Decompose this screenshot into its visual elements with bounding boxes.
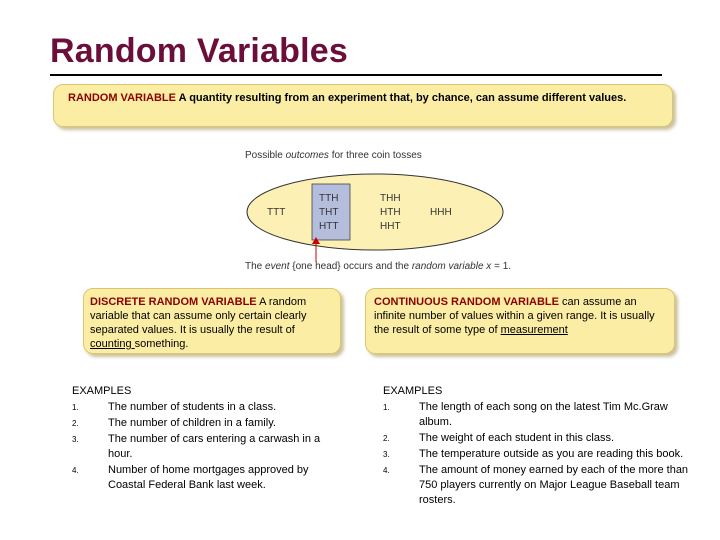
item-number: 2. [72,419,79,428]
list-item [72,400,347,415]
discrete-examples [72,383,347,494]
discrete-text: A random variable that can assume only certain clearly separated values. It is usually the result of [90,296,307,336]
item-text: The amount of money earned by each of the more than 750 players currently on Major League Baseball team rosters. [419,464,689,506]
discrete-text-end: something. [134,338,189,350]
list-item [72,463,347,493]
outcome-three-heads: HHH [430,207,452,218]
item-number: 1. [72,403,79,412]
discrete-definition-box [83,288,341,354]
list-item [72,416,347,431]
item-number: 2. [383,434,390,443]
item-number: 3. [383,450,390,459]
item-number: 3. [72,435,79,444]
item-text: Number of home mortgages approved by Coastal Federal Bank last week. [108,464,309,491]
examples-list [72,400,347,493]
list-item [383,447,703,462]
item-number: 1. [383,403,390,412]
outcome-two-heads: THH [380,193,401,204]
title-divider [50,74,662,76]
list-item [383,400,703,430]
item-number: 4. [383,466,390,475]
outcome-two-heads: HHT [380,221,401,232]
discrete-term: DISCRETE RANDOM VARIABLE [90,296,257,308]
item-text: The number of cars entering a carwash in a hour. [108,433,321,460]
outcome-ellipse [247,174,503,250]
list-item [72,432,347,462]
definition-text: A quantity resulting from an experiment that, by chance, can assume different values. [175,92,627,104]
random-variable-definition-box [53,84,673,127]
list-item [383,431,703,446]
definition-term: RANDOM VARIABLE [68,92,176,104]
continuous-underlined-word: measurement [500,324,568,336]
item-text: The number of children in a family. [108,417,276,429]
event-caption: The event {one head} occurs and the random variable x = 1. [245,261,512,272]
examples-heading: EXAMPLES [383,385,443,397]
item-number: 4. [72,466,79,475]
examples-heading: EXAMPLES [72,385,132,397]
item-text: The number of students in a class. [108,401,277,413]
continuous-examples [383,383,703,509]
page-title: Random Variables [50,32,348,70]
discrete-underlined-word: counting [90,338,135,350]
examples-list [383,400,703,508]
item-text: The temperature outside as you are reading this book. [419,448,684,460]
continuous-text: can assume an infinite number of values within a given range. It is usually the result of some type of [374,296,655,336]
continuous-definition-box [365,288,675,354]
list-item [383,463,703,508]
diagram-caption: Possible outcomes for three coin tosses [245,150,422,161]
continuous-term: CONTINUOUS RANDOM VARIABLE [374,296,559,308]
outcome-one-head: HTT [319,221,339,232]
outcome-two-heads: HTH [380,207,401,218]
coin-toss-diagram [240,144,520,276]
outcome-one-head: THT [319,207,339,218]
outcome-zero-heads: TTT [267,207,286,218]
item-text: The weight of each student in this class. [419,432,615,444]
outcome-one-head: TTH [319,193,339,204]
item-text: The length of each song on the latest Tim Mc.Graw album. [419,401,668,428]
